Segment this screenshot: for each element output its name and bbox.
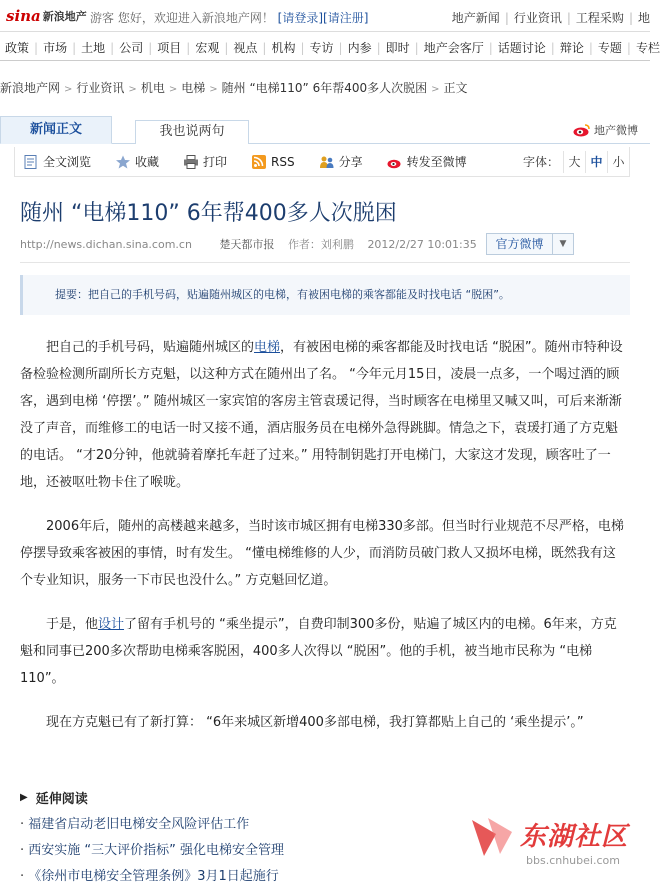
toplink-news[interactable]: 地产新闻 xyxy=(451,11,500,25)
official-weibo-button[interactable] xyxy=(486,233,574,255)
nav-item[interactable]: 专栏 xyxy=(635,41,660,55)
login-link[interactable]: [请登录] xyxy=(277,11,324,25)
paragraph-text: ，有被困电梯的乘客都能及时找电话 “脱困”。随州市特种设备检验检测所副所长方克魁，以这种方式在随州出了名。 “今年元月15日，凌晨一点多，一个喝过酒的顾客，遇到电梯 ‘停摆’。” 随州城区一家宾馆的客房主管袁瑗记得，当时顾客在电梯里又喊又叫，可后来渐渐没了声音，而维修工的电话一时又接不通，酒店服务员在电梯外急得跳脚。情急之下，袁瑗打通了方克魁的电话。 “才20分钟，他就骑着摩托车赶了过来。” 用特制钥匙打开电梯门，大家这才发现，顾客吐了一地，还被呕吐物卡住了喉咙。 xyxy=(20,340,623,490)
official-weibo-label: 官方微博 xyxy=(487,234,553,254)
watermark-text: 东湖社区 xyxy=(520,822,629,852)
extended-reading-list xyxy=(20,812,284,890)
chevron-right-icon: > xyxy=(168,84,178,95)
paragraph xyxy=(20,611,626,692)
main-nav: 政策 | 市场 | 土地 | 公司 | 项目 | 宏观 | 视点 | 机构 | 专访 | 内参 | 即时 | 地产会客厅 | 话题讨论 | 辩论 | 专题 | 专栏 xyxy=(0,37,650,61)
keyword-link-design[interactable]: 设计 xyxy=(98,617,125,632)
register-link[interactable]: [请注册] xyxy=(323,11,369,25)
watermark xyxy=(466,812,650,872)
logo-site: 新浪地产 xyxy=(42,10,87,23)
font-size-control xyxy=(523,147,629,176)
watermark-logo-icon xyxy=(466,814,516,862)
content-tabs xyxy=(0,116,650,144)
nav-item[interactable]: 话题讨论 xyxy=(497,41,546,55)
breadcrumb-item[interactable]: 电梯 xyxy=(181,81,206,95)
favorite-label: 收藏 xyxy=(135,155,160,169)
chevron-right-icon: > xyxy=(209,84,218,95)
list-item[interactable]: · 《徐州市电梯安全管理条例》3月1日起施行 xyxy=(20,864,284,890)
sina-logo[interactable] xyxy=(6,6,87,26)
nav-item[interactable]: 公司 xyxy=(119,41,144,55)
nav-item[interactable]: 地产会客厅 xyxy=(423,41,484,55)
toplink-more[interactable]: 地 xyxy=(637,11,650,25)
nav-item[interactable]: 辩论 xyxy=(559,41,584,55)
logo-brand: sina xyxy=(6,7,41,25)
weibo-link[interactable] xyxy=(573,122,638,138)
weibo-icon xyxy=(573,123,591,137)
article-body xyxy=(20,334,626,753)
breadcrumb-item[interactable]: 随州 “电梯110” 6年帮400多人次脱困 xyxy=(221,81,428,95)
paragraph xyxy=(20,334,626,496)
nav-item[interactable]: 专访 xyxy=(309,41,334,55)
favorite-button[interactable] xyxy=(115,153,159,170)
nav-item[interactable]: 视点 xyxy=(233,41,258,55)
welcome-text xyxy=(90,9,368,26)
article-summary: 提要：把自己的手机号码，贴遍随州城区的电梯，有被困电梯的乘客都能及时找电话 “脱困”。 xyxy=(20,275,630,315)
nav-item[interactable]: 项目 xyxy=(157,41,182,55)
watermark-url: bbs.cnhubei.com xyxy=(526,854,620,867)
article-meta xyxy=(20,236,487,252)
top-links: 地产新闻 | 行业资讯 | 工程采购 | 地 xyxy=(451,11,650,25)
nav-item[interactable]: 政策 xyxy=(5,41,30,55)
list-item[interactable]: · 福建省启动老旧电梯安全风险评估工作 xyxy=(20,812,284,838)
share-button[interactable] xyxy=(319,153,363,170)
star-icon xyxy=(115,155,131,169)
tab-news[interactable]: 新闻正文 xyxy=(0,116,112,144)
article-author: 作者：刘利鹏 xyxy=(287,238,354,251)
paragraph-text: 于是，他 xyxy=(46,617,99,632)
nav-item[interactable]: 即时 xyxy=(385,41,410,55)
nav-item[interactable]: 宏观 xyxy=(195,41,220,55)
article-source[interactable]: 楚天都市报 xyxy=(219,238,275,251)
print-button[interactable] xyxy=(183,153,227,170)
breadcrumb xyxy=(0,79,468,96)
paragraph-text: 了留有手机号的 “乘坐提示”，自费印制300多份，贴遍了城区内的电梯。6年来，方克魁和同事已200多次帮助电梯乘客脱困，400多人次得以 “脱困”。他的手机，被当地市民称为 “电梯110”。 xyxy=(20,617,617,686)
nav-item[interactable]: 专题 xyxy=(597,41,622,55)
list-item[interactable]: · 西安实施 “三大评价指标” 强化电梯安全管理 xyxy=(20,838,284,864)
article-title: 随州 “电梯110” 6年帮400多人次脱困 xyxy=(20,201,397,226)
chevron-right-icon: > xyxy=(64,84,73,95)
nav-item[interactable]: 土地 xyxy=(81,41,106,55)
welcome-message: 游客 您好，欢迎进入新浪地产网！ xyxy=(90,11,274,25)
divider xyxy=(20,262,630,263)
paragraph: 2006年后，随州的高楼越来越多，当时该市城区拥有电梯330多部。但当时行业规范不尽严格，电梯停摆导致乘客被困的事情，时有发生。 “懂电梯维修的人少，而消防员破门救人又损坏电梯，既然我有这个专业知识，服务一下市民也没什么。” 方克魁回忆道。 xyxy=(20,519,624,588)
weibo-label: 地产微博 xyxy=(594,124,638,137)
breadcrumb-item[interactable]: 新浪地产网 xyxy=(0,81,61,95)
nav-item[interactable]: 市场 xyxy=(43,41,68,55)
nav-item[interactable]: 内参 xyxy=(347,41,372,55)
forward-label: 转发至微博 xyxy=(406,155,467,169)
font-size-medium[interactable]: 中 xyxy=(585,151,607,173)
toplink-info[interactable]: 行业资讯 xyxy=(513,11,562,25)
paragraph: 现在方克魁已有了新打算： “6年来城区新增400多部电梯，我打算都贴上自己的 ‘乘坐提示’。” xyxy=(46,715,584,730)
font-size-large[interactable]: 大 xyxy=(563,151,585,173)
weibo-icon xyxy=(387,155,403,169)
caret-down-icon[interactable]: ▼ xyxy=(559,239,567,249)
document-icon xyxy=(23,155,39,169)
rss-icon xyxy=(251,155,267,169)
print-label: 打印 xyxy=(203,155,228,169)
browse-label: 全文浏览 xyxy=(43,155,92,169)
breadcrumb-current: 正文 xyxy=(443,81,468,95)
chevron-right-icon: > xyxy=(128,84,137,95)
share-label: 分享 xyxy=(338,155,363,169)
forward-weibo-button[interactable] xyxy=(387,153,467,170)
printer-icon xyxy=(183,155,199,169)
rss-button[interactable] xyxy=(251,155,295,169)
article-toolbar xyxy=(14,147,630,177)
extended-reading-heading xyxy=(20,788,88,807)
browse-button[interactable] xyxy=(23,153,91,170)
toplink-procure[interactable]: 工程采购 xyxy=(575,11,624,25)
share-people-icon xyxy=(319,155,335,169)
article-url[interactable]: http://news.dichan.sina.com.cn xyxy=(20,238,192,251)
top-bar xyxy=(0,0,650,32)
font-size-small[interactable]: 小 xyxy=(607,151,629,173)
extended-reading-title: 延伸阅读 xyxy=(35,792,88,807)
rss-label: RSS xyxy=(271,154,295,169)
font-size-label: 字体： xyxy=(522,155,559,169)
chevron-right-icon: > xyxy=(431,84,440,95)
article-date: 2012/2/27 10:01:35 xyxy=(367,238,477,251)
breadcrumb-item[interactable]: 行业资讯 xyxy=(76,81,125,95)
keyword-link-elevator[interactable]: 电梯 xyxy=(254,340,281,355)
double-arrow-icon: ▶ xyxy=(20,792,28,803)
paragraph-text: 把自己的手机号码，贴遍随州城区的 xyxy=(46,340,255,355)
tab-comment[interactable]: 我也说两句 xyxy=(135,120,249,144)
nav-item[interactable]: 机构 xyxy=(271,41,296,55)
breadcrumb-item[interactable]: 机电 xyxy=(140,81,165,95)
